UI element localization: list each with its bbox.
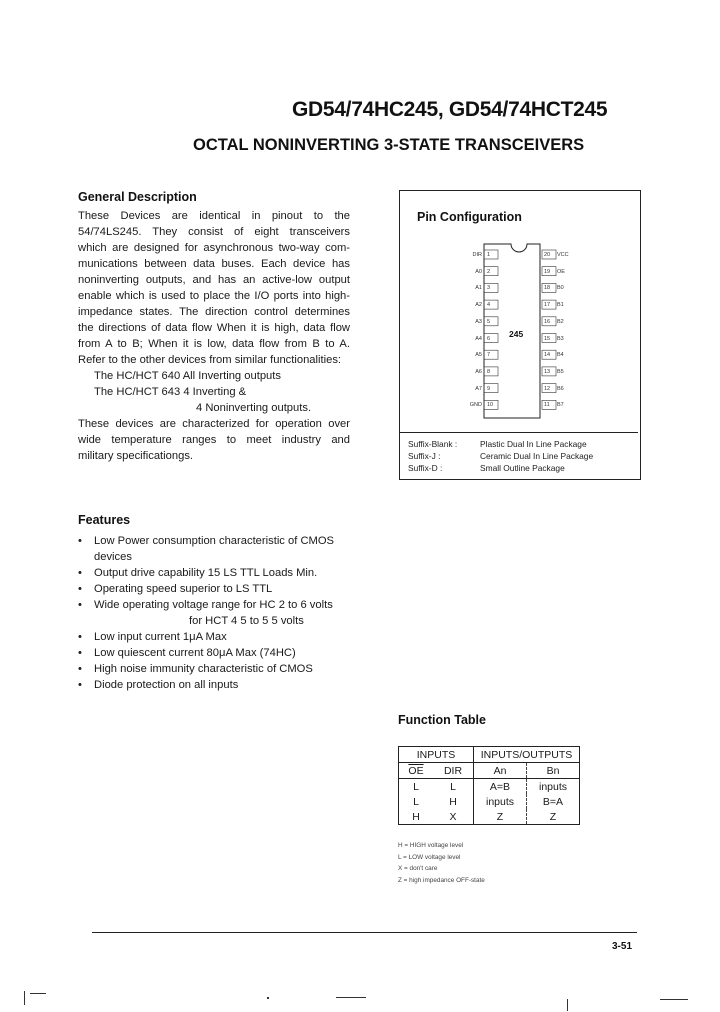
feature-item: for HCT 4 5 to 5 5 volts: [189, 615, 304, 627]
function-table-heading: Function Table: [398, 713, 486, 727]
bullet-icon: •: [78, 647, 82, 659]
datasheet-subtitle: OCTAL NONINVERTING 3-STATE TRANSCEIVERS: [193, 136, 585, 154]
cell: L: [399, 794, 434, 809]
description-line: 4 Noninverting outputs.: [196, 402, 312, 414]
feature-item: Low input current 1μA Max: [94, 631, 227, 643]
left-pin-number: 6: [487, 335, 491, 342]
scan-artifact: [24, 991, 25, 1005]
left-pin-number: 10: [487, 402, 494, 409]
suffix-desc: Plastic Dual In Line Package: [480, 439, 587, 449]
io-group-header: INPUTS/OUTPUTS: [474, 747, 580, 763]
bullet-icon: •: [78, 599, 82, 611]
left-pin-name: A0: [475, 268, 482, 275]
feature-item: Operating speed superior to LS TTL: [94, 583, 273, 595]
left-pin-number: 2: [487, 268, 491, 275]
page-number: 3-51: [612, 941, 633, 952]
left-pin-number: 7: [487, 352, 491, 359]
right-pin-number: 17: [544, 302, 551, 309]
cell: L: [399, 779, 434, 795]
left-pin-name: A2: [475, 302, 482, 309]
bullet-icon: •: [78, 631, 82, 643]
right-pin-name: B4: [557, 352, 564, 359]
left-pin-number: 3: [487, 285, 491, 292]
right-pin-name: B6: [557, 385, 564, 392]
suffix-desc: Small Outline Package: [480, 463, 565, 473]
bullet-icon: •: [78, 663, 82, 675]
right-pin-name: B5: [557, 368, 564, 375]
col-dir: DIR: [433, 763, 474, 779]
function-table-notes: [398, 840, 485, 886]
description-line: from A to B; When it is low, data flow from B to A.: [78, 338, 350, 350]
left-pin-name: A7: [475, 385, 482, 392]
right-pin-number: 13: [544, 368, 551, 375]
suffix-divider: [400, 432, 638, 433]
left-pin-number: 1: [487, 252, 491, 258]
right-pin-number: 16: [544, 318, 551, 325]
suffix-desc: Ceramic Dual In Line Package: [480, 451, 594, 461]
description-line: military specificationgs.: [78, 450, 194, 462]
cell: inputs: [474, 794, 527, 809]
description-line: wide temperature ranges to meet industry and: [78, 434, 350, 446]
description-line: The HC/HCT 640 All Inverting outputs: [94, 370, 281, 382]
left-pin-name: A5: [475, 352, 482, 359]
feature-item: devices: [94, 551, 132, 563]
col-bn-label: Bn: [546, 764, 560, 777]
left-pin-number: 4: [487, 302, 491, 309]
bullet-icon: •: [78, 679, 82, 691]
left-pin-name: A1: [475, 285, 482, 292]
feature-item: Diode protection on all inputs: [94, 679, 239, 691]
right-pin-number: 20: [544, 252, 551, 258]
description-line: Refer to the other devices from similar functionalities:: [78, 354, 342, 366]
right-pin-number: 11: [544, 402, 550, 409]
col-an: [474, 763, 527, 779]
scan-artifact: [660, 999, 688, 1000]
suffix-key: Suffix-D :: [408, 463, 443, 473]
description-line: 54/74LS245. They consist of eight transceivers: [78, 226, 350, 238]
feature-item: Wide operating voltage range for HC 2 to 6 volts: [94, 599, 333, 611]
right-pin-name: B3: [557, 335, 564, 342]
note-line: X = don't care: [398, 865, 438, 872]
cell: Z: [527, 809, 580, 825]
feature-item: Low Power consumption characteristic of CMOS: [94, 535, 335, 547]
description-line: These Devices are identical in pinout to the: [78, 210, 350, 222]
features-list: [78, 533, 358, 693]
right-pin-number: 12: [544, 385, 551, 392]
feature-item: Low quiescent current 80μA Max (74HC): [94, 647, 296, 659]
right-pin-name: B2: [557, 318, 564, 325]
left-pin-name: A4: [475, 335, 482, 342]
right-pin-number: 18: [544, 285, 551, 292]
scan-artifact: [567, 999, 568, 1011]
left-pin-number: 5: [487, 318, 491, 325]
description-line: The HC/HCT 643 4 Inverting &: [94, 386, 247, 398]
suffix-key: Suffix-J :: [408, 451, 441, 461]
description-line: enable which is used to place the I/O ports into high-: [78, 290, 350, 302]
pin-configuration-heading: Pin Configuration: [417, 210, 522, 224]
right-pin-name: VCC: [557, 252, 569, 258]
scan-artifact: [30, 993, 46, 994]
cell: H: [399, 809, 434, 825]
features-heading: Features: [78, 513, 131, 527]
suffix-key: Suffix-Blank :: [408, 439, 458, 449]
left-pin-name: A3: [475, 318, 482, 325]
feature-item: Output drive capability 15 LS TTL Loads Min.: [94, 567, 318, 579]
cell: inputs: [527, 779, 580, 795]
right-pin-name: B7: [557, 402, 564, 409]
left-pin-name: DIR: [472, 252, 482, 258]
general-description-heading: General Description: [78, 190, 197, 204]
note-line: H = HIGH voltage level: [398, 842, 464, 849]
chip-label: 245: [509, 329, 524, 339]
right-pin-number: 19: [544, 268, 551, 275]
right-pin-name: B0: [557, 285, 564, 292]
package-suffix-list: [408, 438, 593, 474]
feature-item: High noise immunity characteristic of CMOS: [94, 663, 313, 675]
description-line: impedance states. The direction control determines: [78, 306, 350, 318]
bullet-icon: •: [78, 567, 82, 579]
note-line: L = LOW voltage level: [398, 853, 461, 861]
description-line: the directions of data flow When it is high, data flow: [78, 322, 350, 334]
right-pin-name: B1: [557, 302, 564, 309]
cell: B=A: [527, 794, 580, 809]
description-line: munications between data buses. Each device has: [78, 258, 350, 270]
function-table: [398, 746, 580, 825]
col-bn: [527, 763, 580, 779]
col-oe: $\overline{OE}$: [399, 763, 434, 779]
footer-rule: [92, 932, 637, 933]
datasheet-title: GD54/74HC245, GD54/74HCT245: [292, 98, 608, 121]
left-pin-name: GND: [469, 402, 482, 409]
bullet-icon: •: [78, 535, 82, 547]
cell: X: [433, 809, 474, 825]
bullet-icon: •: [78, 583, 82, 595]
scan-artifact: [267, 997, 269, 999]
cell: A=B: [474, 779, 527, 795]
inputs-group-header: INPUTS: [399, 747, 474, 763]
note-line: Z = high impedance OFF-state: [398, 876, 485, 884]
left-pin-number: 9: [487, 385, 491, 392]
right-pin-number: 14: [544, 352, 551, 359]
right-pin-number: 15: [544, 335, 551, 342]
cell: Z: [474, 809, 527, 825]
description-line: which are designed for asynchronous two-way com-: [78, 242, 350, 254]
left-pin-number: 8: [487, 368, 491, 375]
general-description-text: [78, 208, 350, 464]
right-pin-name: OE: [557, 268, 565, 275]
description-line: noninverting outputs, and has an active-low output: [78, 274, 350, 286]
cell: H: [433, 794, 474, 809]
col-an-label: An: [493, 764, 507, 777]
description-line: These devices are characterized for operation over: [78, 418, 350, 430]
scan-artifact: [336, 997, 366, 998]
left-pin-name: A6: [475, 368, 482, 375]
cell: L: [433, 779, 474, 795]
